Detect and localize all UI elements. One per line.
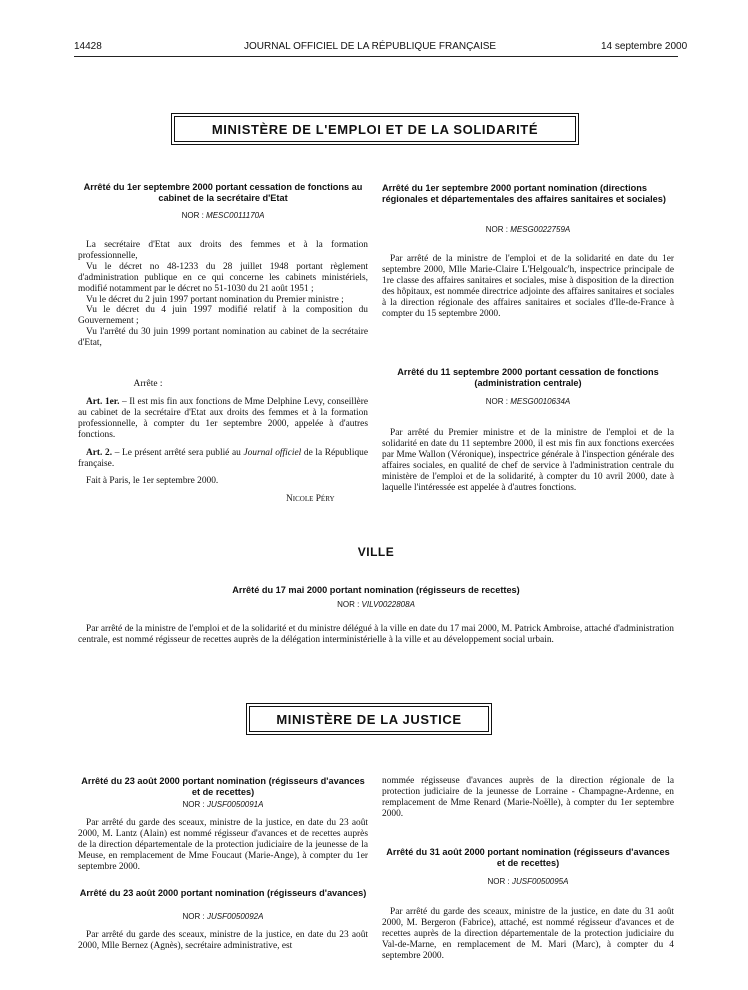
left-para-4: Vu le décret du 4 juin 1997 modifié relatif à la composition du Gouvernement ;: [78, 305, 368, 327]
right-arrete-2-body: Par arrêté du Premier ministre et de la ministre de l'emploi et de la solidarité en date du 11 septembre 2000, il est mis fin aux fonctions exercées par Mme Wallon (Véronique), inspectrice générale à l'inspection générale des affaires sociales, en qualité de chef de service à l'administration centrale du ministère de l'emploi et de la solidarité, à compter du 10 avril 2000, date à laquelle l'intéressée est appelée à d'autres fonctions.: [382, 428, 674, 493]
left-arrete-title: Arrêté du 1er septembre 2000 portant cessation de fonctions au cabinet de la secrétaire d'Etat: [83, 182, 363, 203]
right-arrete-1-body: Par arrêté de la ministre de l'emploi et de la solidarité en date du 1er septembre 2000, Mlle Marie-Claire L'Helgoualc'h, inspectrice principale de 1re classe des affaires sanitaires et sociales, mise à disposition de la direction des hôpitaux, est nommée directrice adjointe des affaires sanitaires et sociales à la direction régionale des affaires sanitaires et sociales d'Ile-de-France à compter du 15 septembre 2000.: [382, 254, 674, 319]
left-fait: Fait à Paris, le 1er septembre 2000.: [86, 476, 219, 486]
justice-left-2-title: Arrêté du 23 août 2000 portant nomination (régisseurs d'avances): [79, 888, 367, 898]
left-nor: NOR : MESC0011170A: [181, 211, 265, 220]
ville-body: Par arrêté de la ministre de l'emploi et de la solidarité et du ministre délégué à la ville en date du 17 mai 2000, M. Patrick Ambroise, attaché d'administration centrale, est nommé régisseur de recettes auprès de la délégation interministérielle à la ville et au développement social urbain.: [78, 624, 674, 645]
justice-left-1-nor: NOR : JUSF0050091A: [182, 800, 264, 809]
section-ville: VILLE: [357, 545, 395, 559]
ville-arrete-title: Arrêté du 17 mai 2000 portant nomination (régisseurs de recettes): [232, 585, 520, 595]
left-para-1: La secrétaire d'Etat aux droits des femmes et à la formation professionnelle,: [78, 240, 368, 261]
left-para-5: Vu l'arrêté du 30 juin 1999 portant nomination au cabinet de la secrétaire d'Etat,: [78, 327, 368, 349]
header-rule: [74, 56, 678, 57]
justice-right-1-body: Par arrêté du garde des sceaux, ministre de la justice, en date du 31 août 2000, M. Bergeron (Fabrice), attaché, est nommé régisseur d'avances et de recettes auprès de la direction départementale de la protection judiciaire du Val-de-Marne, en remplacement de M. Mari (Marc), à compter du 4 septembre 2000.: [382, 907, 674, 961]
journal-title: JOURNAL OFFICIEL DE LA RÉPUBLIQUE FRANÇAISE: [244, 41, 497, 52]
left-signature: Nicole Péry: [286, 494, 335, 504]
left-para-2: Vu le décret no 48-1233 du 28 juillet 1948 portant règlement d'administration publique en ce qui concerne les cabinets ministériels, modifié notamment par le décret no 51-1030 du 21 août 1951 ;: [78, 261, 368, 294]
left-article-1: Art. 1er. – Il est mis fin aux fonctions de Mme Delphine Levy, conseillère au cabinet de la secrétaire d'Etat aux droits des femmes et à la formation professionnelle, à compter du 1er septembre 2000, appelée à d'autres fonctions.: [78, 397, 368, 440]
right-arrete-1-nor: NOR : MESG0022759A: [485, 225, 571, 234]
header-date: 14 septembre 2000: [601, 41, 688, 52]
ministry-justice-box: [246, 703, 492, 735]
justice-left-2-body: Par arrêté du garde des sceaux, ministre de la justice, en date du 23 août 2000, Mlle Bernez (Agnès), secrétaire administrative, est: [78, 930, 368, 951]
justice-right-1-nor: NOR : JUSF0050095A: [487, 877, 569, 886]
left-article-2: Art. 2. – Le présent arrêté sera publié au Journal officiel de la République française.: [78, 448, 368, 469]
left-para-3: Vu le décret du 2 juin 1997 portant nomination du Premier ministre ;: [86, 294, 344, 305]
ville-nor: NOR : VILV0022808A: [337, 600, 415, 609]
justice-left-2-nor: NOR : JUSF0050092A: [182, 912, 264, 921]
right-arrete-1-title: Arrêté du 1er septembre 2000 portant nomination (directions régionales et départementales des affaires sanitaires et sociales): [382, 183, 666, 204]
justice-left-1-title: Arrêté du 23 août 2000 portant nomination (régisseurs d'avances et de recettes): [81, 776, 365, 797]
ministry-emploi-box: [171, 113, 579, 145]
page-number: 14428: [74, 41, 102, 52]
right-arrete-2-title: Arrêté du 11 septembre 2000 portant cessation de fonctions (administration centrale): [397, 367, 659, 388]
justice-left-1-body: Par arrêté du garde des sceaux, ministre de la justice, en date du 23 août 2000, M. Lantz (Alain) est nommé régisseur d'avances et de recettes auprès de la direction départementale de la protection judiciaire de la jeunesse de la Meuse, en remplacement de Mme Foucaut (Marie-Ange), à compter du 1er septembre 2000.: [78, 818, 368, 872]
justice-right-continuation: nommée régisseuse d'avances auprès de la direction régionale de la protection judiciaire de la jeunesse de Lorraine - Champagne-Ardenne, en remplacement de Mme Renard (Marie-Noëlle), à compter du 1er septembre 2000.: [382, 776, 674, 819]
ministry-emploi-title: MINISTÈRE DE L'EMPLOI ET DE LA SOLIDARITÉ: [174, 116, 576, 142]
ministry-justice-title: MINISTÈRE DE LA JUSTICE: [249, 706, 489, 732]
arrete-label: Arrête :: [133, 379, 163, 389]
justice-right-1-title: Arrêté du 31 août 2000 portant nomination (régisseurs d'avances et de recettes): [386, 847, 670, 868]
right-arrete-2-nor: NOR : MESG0010634A: [485, 397, 571, 406]
left-body: [78, 240, 368, 349]
